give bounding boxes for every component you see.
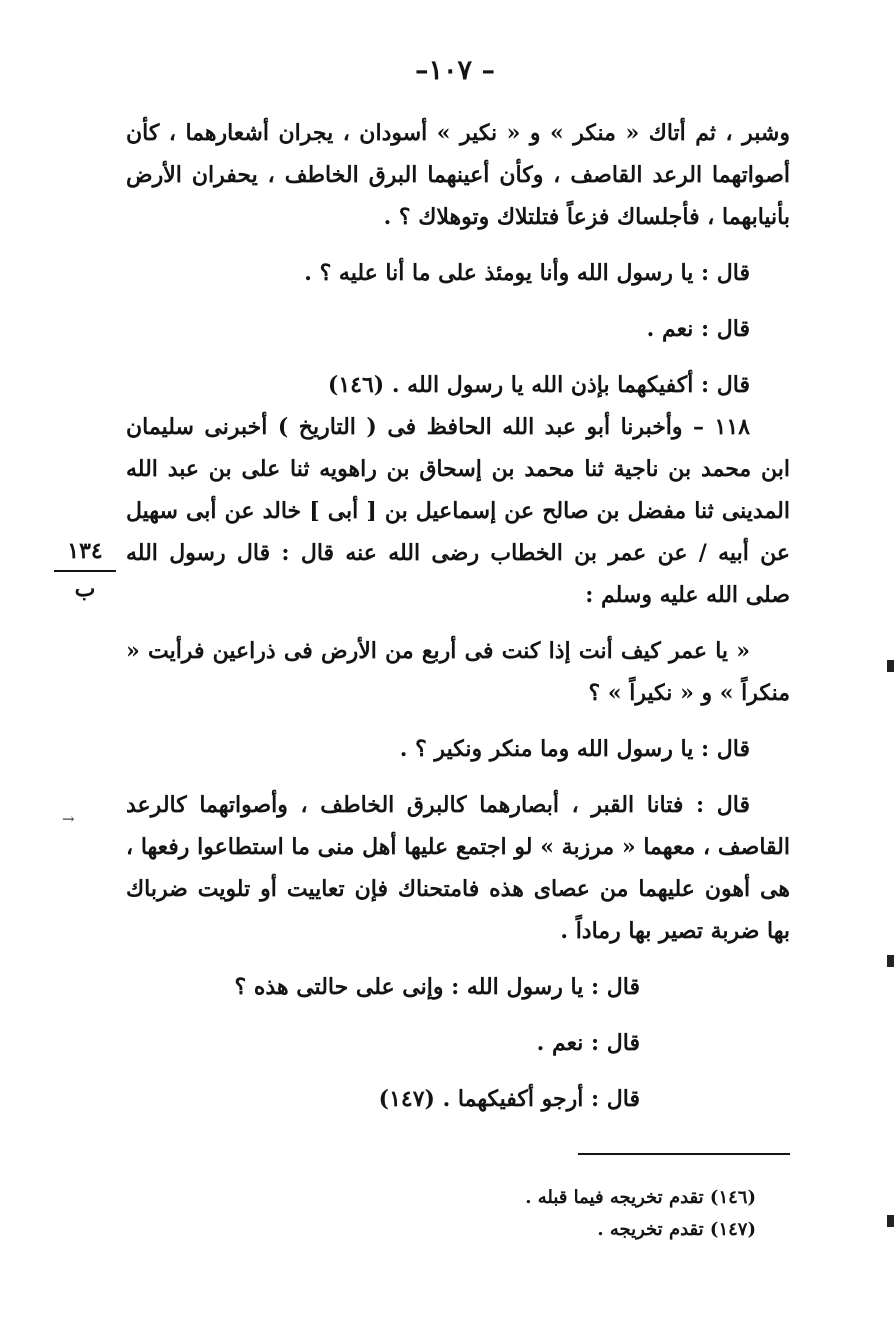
folio-divider <box>54 570 116 572</box>
scan-edge-mark <box>887 1215 894 1227</box>
folio-number: ١٣٤ <box>67 538 103 564</box>
paragraph: ١١٨ – وأخبرنا أبو عبد الله الحافظ فى ( التاريخ ) أخبرنى سليمان ابن محمد بن ناجية ثنا محمد بن إسحاق بن راهويه ثنا على بن عبد الله المدينى ثنا مفضل بن صالح عن إسماعيل بن [ أبى ] خالد عن أبى سهيل عن أبيه / عن عمر بن الخطاب رضى الله عنه قال : قال رسول الله صلى الله عليه وسلم : <box>126 414 790 608</box>
footnote: (١٤٧) تقدم تخريجه . <box>597 1219 756 1240</box>
paragraph: قال : يا رسول الله : وإنى على حالتى هذه ؟ <box>234 974 640 1000</box>
arrow-icon: → <box>62 810 75 828</box>
footnote: (١٤٦) تقدم تخريجه فيما قبله . <box>525 1187 756 1208</box>
footnotes <box>420 1182 756 1246</box>
paragraph: قال : نعم . <box>646 316 750 342</box>
main-text <box>126 112 790 1120</box>
paragraph: « يا عمر كيف أنت إذا كنت فى أربع من الأرض فى ذراعين فرأيت « منكراً » و « نكيراً » ؟ <box>126 638 790 706</box>
paragraph: قال : أرجو أكفيكهما . (١٤٧) <box>378 1086 640 1112</box>
paragraph: قال : يا رسول الله وما منكر ونكير ؟ . <box>399 736 750 762</box>
scan-edge-mark <box>887 955 894 967</box>
paragraph: قال : نعم . <box>536 1030 640 1056</box>
paragraph: قال : يا رسول الله وأنا يومئذ على ما أنا عليه ؟ . <box>304 260 750 286</box>
scan-edge-mark <box>887 660 894 672</box>
footnote-divider <box>578 1153 790 1155</box>
folio-side: ب <box>74 576 96 602</box>
paragraph: وشبر ، ثم أتاك « منكر » و « نكير » أسودان ، يجران أشعارهما ، كأن أصواتهما الرعد القاصف ، وكأن أعينهما البرق الخاطف ، يحفران الأرض بأنيابهما ، فأجلساك فزعاً فتلتلاك وتوهلاك ؟ . <box>126 120 790 230</box>
page-number: –١٠٧ – <box>415 55 495 86</box>
marginal-folio-note <box>54 536 116 604</box>
paragraph: قال : أكفيكهما بإذن الله يا رسول الله . (١٤٦) <box>327 372 750 398</box>
paragraph: قال : فتانا القبر ، أبصارهما كالبرق الخاطف ، وأصواتهما كالرعد القاصف ، معهما « مرزبة » لو اجتمع عليها أهل منى ما استطاعوا رفعها ، هى أهون عليهما من عصاى هذه فامتحناك فإن تعاييت أو تلويت ضرباك بها ضربة تصير بها رماداً . <box>126 792 790 944</box>
